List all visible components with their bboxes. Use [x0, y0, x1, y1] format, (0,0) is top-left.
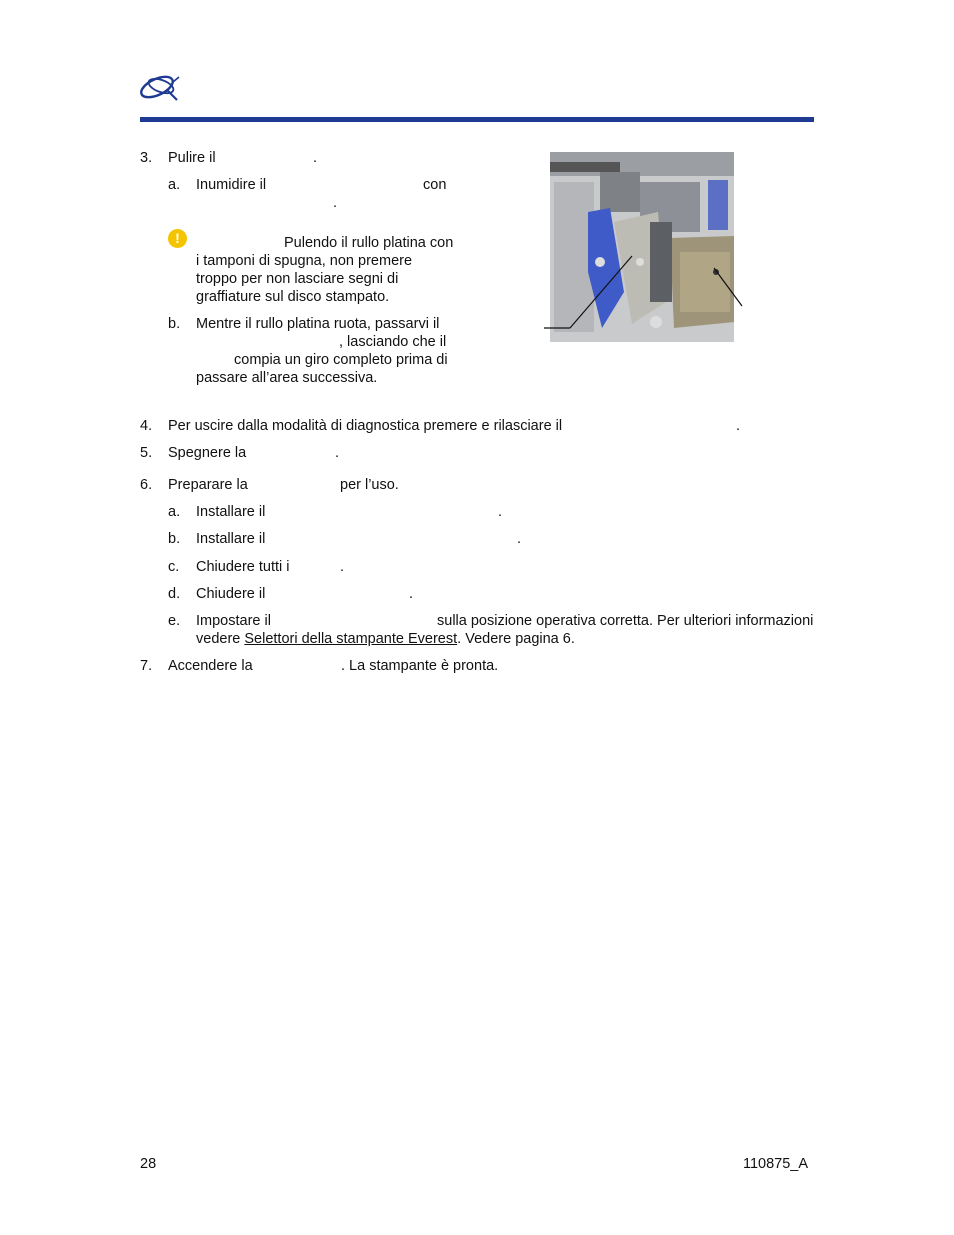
step-text: Accendere la: [168, 658, 253, 674]
caution-line: troppo per non lasciare segni di: [196, 271, 399, 287]
substep-text: Inumidire il: [196, 177, 267, 193]
step-text: Preparare la: [168, 477, 248, 493]
step-text-end: . La stampante è pronta.: [341, 658, 499, 674]
step-number: 3.: [140, 150, 153, 166]
substep-letter: c.: [168, 559, 180, 575]
substep-text-end: .: [333, 195, 338, 211]
warning-icon: !: [168, 229, 187, 248]
step-text-end: .: [335, 445, 340, 461]
substep-text-pre: vedere: [196, 631, 241, 647]
substep-text-end: .: [498, 504, 503, 520]
step-text-end: per l’uso.: [340, 477, 399, 493]
substep-letter: e.: [168, 613, 181, 629]
substep-letter: b.: [168, 316, 181, 332]
substep-text-post: . Vedere pagina 6.: [457, 631, 575, 647]
substep-letter: a.: [168, 177, 181, 193]
substep-text: Installare il: [196, 504, 266, 520]
substep-text: passare all’area successiva.: [196, 370, 378, 386]
substep-text-end: .: [340, 559, 345, 575]
step-text: Per uscire dalla modalità di diagnostica premere e rilasciare il: [168, 418, 563, 434]
brand-logo-icon: [137, 72, 181, 102]
substep-letter: b.: [168, 531, 181, 547]
step-text-end: .: [736, 418, 741, 434]
page-number: 28: [140, 1156, 157, 1172]
substep-text-mid: con: [423, 177, 447, 193]
step-text: Spegnere la: [168, 445, 247, 461]
caution-line: Pulendo il rullo platina con: [284, 235, 454, 251]
caution-line: i tamponi di spugna, non premere: [196, 253, 413, 269]
substep-text: Installare il: [196, 531, 266, 547]
substep-text: Impostare il: [196, 613, 271, 629]
doc-code: 110875_A: [743, 1156, 809, 1172]
substep-text: [196, 631, 575, 647]
substep-text-end: .: [517, 531, 522, 547]
substep-text: Mentre il rullo platina ruota, passarvi il: [196, 316, 440, 332]
substep-letter: d.: [168, 586, 181, 602]
printer-mechanism-photo: [540, 152, 746, 344]
caution-line: graffiature sul disco stampato.: [196, 289, 390, 305]
header-rule: [140, 117, 814, 122]
step-text: Pulire il: [168, 150, 216, 166]
substep-text-end: .: [409, 586, 414, 602]
substep-text: , lasciando che il: [339, 334, 447, 350]
step-text-end: .: [313, 150, 318, 166]
step-number: 7.: [140, 658, 153, 674]
substep-letter: a.: [168, 504, 181, 520]
step-number: 6.: [140, 477, 153, 493]
selettori-link[interactable]: Selettori della stampante Everest: [244, 631, 458, 647]
step-number: 4.: [140, 418, 153, 434]
substep-text: Chiudere il: [196, 586, 266, 602]
substep-text: compia un giro completo prima di: [234, 352, 448, 368]
step-number: 5.: [140, 445, 153, 461]
substep-text: Chiudere tutti i: [196, 559, 290, 575]
substep-text-end: sulla posizione operativa corretta. Per ulteriori informazioni: [437, 613, 814, 629]
